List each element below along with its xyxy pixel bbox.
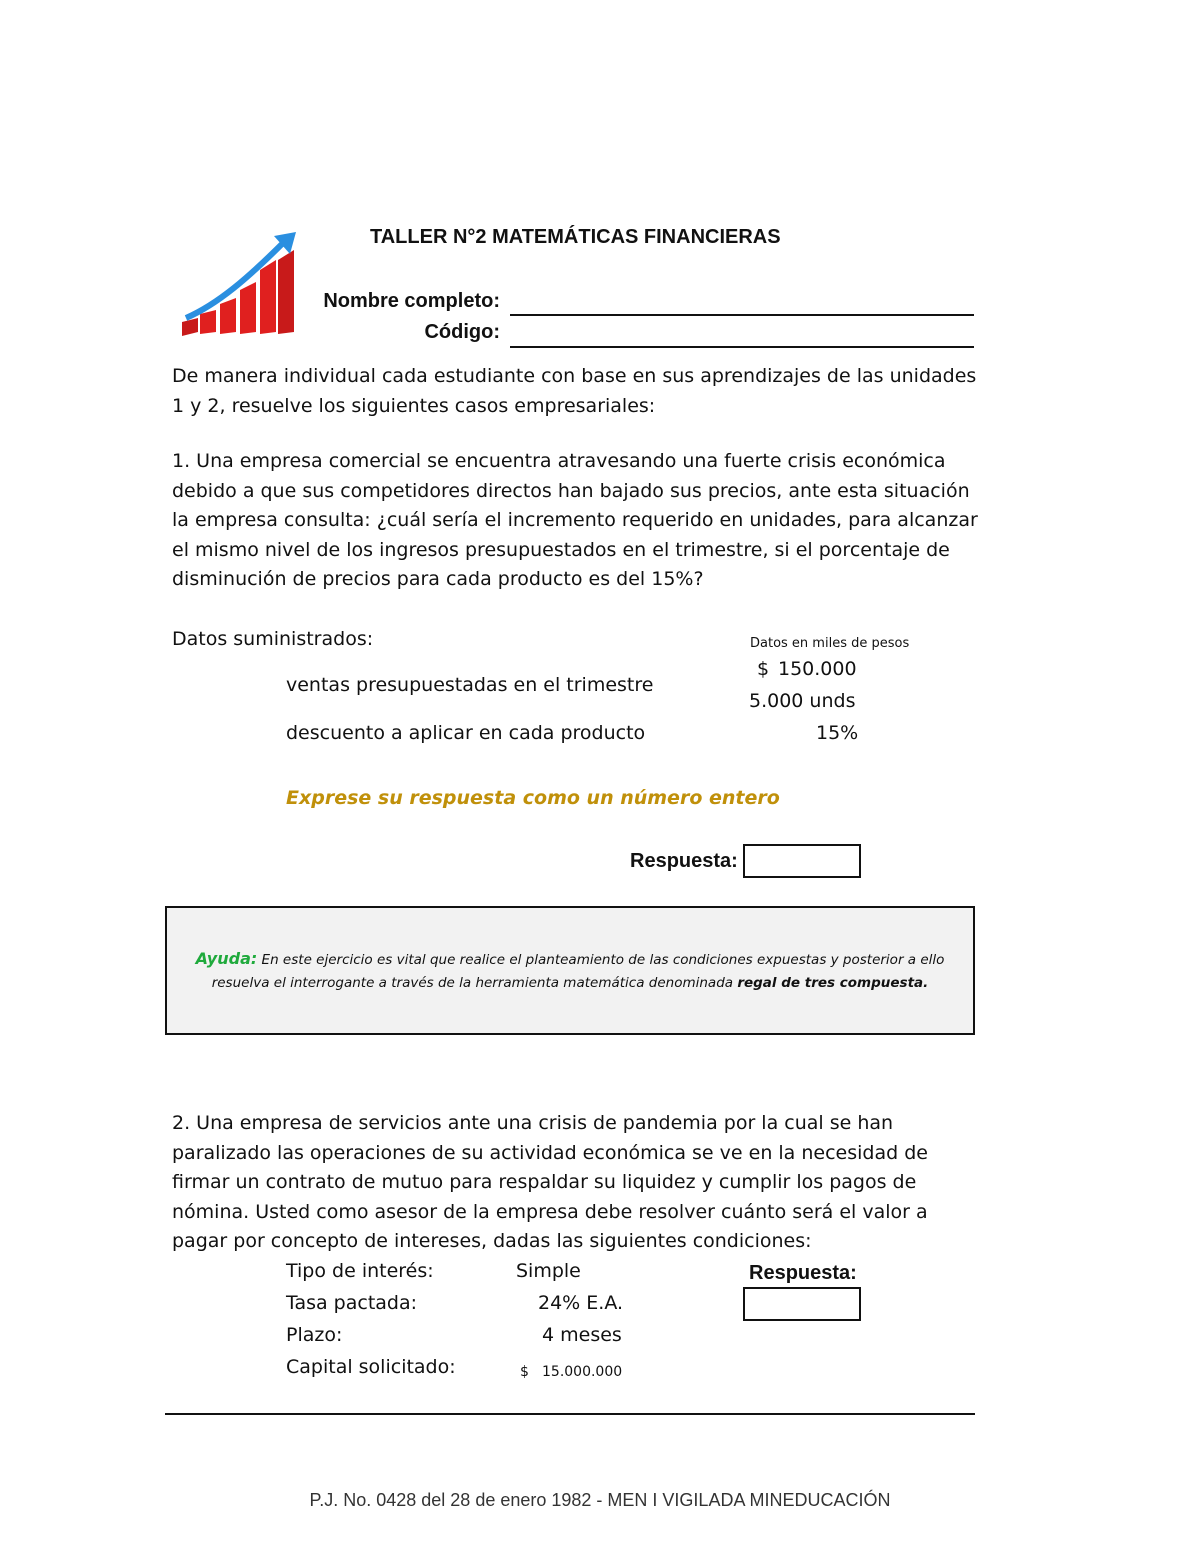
rate-label: Tasa pactada:	[286, 1292, 418, 1314]
help-keyword: Ayuda:	[195, 948, 258, 968]
sales-currency: $	[757, 658, 770, 680]
sales-units: 5.000 unds	[749, 690, 856, 712]
answer-1-label: Respuesta:	[630, 850, 738, 872]
growth-chart-logo	[178, 226, 300, 338]
help-box	[165, 906, 975, 1035]
interest-type-label: Tipo de interés:	[286, 1260, 434, 1282]
capital-currency: $	[520, 1364, 529, 1380]
capital-label: Capital solicitado:	[286, 1356, 456, 1378]
question-2-text: 2. Una empresa de servicios ante una crisis de pandemia por la cual se han paralizado las operaciones de su actividad económica se ve en la necesidad de firmar un contrato de mutuo para respaldar su liquidez y cumplir los pagos de nómina. Usted como asesor de la empresa debe resolver cuánto será el valor a pagar por concepto de intereses, dadas las siguientes condiciones:	[172, 1112, 928, 1252]
term-label: Plazo:	[286, 1324, 343, 1346]
discount-label: descuento a aplicar en cada producto	[286, 722, 646, 744]
capital-value: 15.000.000	[542, 1364, 623, 1380]
name-field[interactable]	[510, 314, 974, 316]
answer-2-label: Respuesta:	[749, 1262, 857, 1284]
sales-value: 150.000	[778, 658, 857, 680]
discount-value: 15%	[816, 722, 859, 744]
question-1-text: 1. Una empresa comercial se encuentra atravesando una fuerte crisis económica debido a que sus competidores directos han bajado sus precios, ante esta situación la empresa consulta: ¿cuál sería el incremento requerido en unidades, para alcanzar el mismo nivel de los ingresos presupuestados en el trimestre, si el porcentaje de disminución de precios para cada producto es del 15%?	[172, 450, 978, 590]
growth-bar-chart-icon	[178, 226, 300, 338]
help-emphasis: regal de tres compuesta.	[737, 974, 929, 991]
page-title: TALLER N°2 MATEMÁTICAS FINANCIERAS	[370, 226, 781, 248]
bottom-divider	[165, 1413, 975, 1415]
help-text	[170, 947, 970, 995]
answer-2-input[interactable]	[743, 1287, 861, 1321]
answer-1-input[interactable]	[743, 844, 861, 878]
answer-hint: Exprese su respuesta como un número entero	[286, 787, 780, 809]
sales-label: ventas presupuestadas en el trimestre	[286, 674, 654, 696]
help-body: En este ejercicio es vital que realice el planteamiento de las condiciones expuestas y posterior a ello resuelva el interrogante a través de la herramienta matemática denominada	[211, 951, 945, 991]
footer-text: P.J. No. 0428 del 28 de enero 1982 - MEN I VIGILADA MINEDUCACIÓN	[309, 1490, 891, 1510]
data-label: Datos suministrados:	[172, 628, 374, 650]
interest-type-value: Simple	[516, 1260, 581, 1282]
code-label: Código:	[424, 321, 500, 343]
intro-text: De manera individual cada estudiante con base en sus aprendizajes de las unidades 1 y 2, resuelve los siguientes casos empresariales:	[172, 365, 977, 417]
code-field[interactable]	[510, 346, 974, 348]
rate-value: 24% E.A.	[538, 1292, 624, 1314]
name-label: Nombre completo:	[323, 290, 500, 312]
units-note: Datos en miles de pesos	[750, 636, 910, 651]
term-value: 4 meses	[542, 1324, 622, 1346]
